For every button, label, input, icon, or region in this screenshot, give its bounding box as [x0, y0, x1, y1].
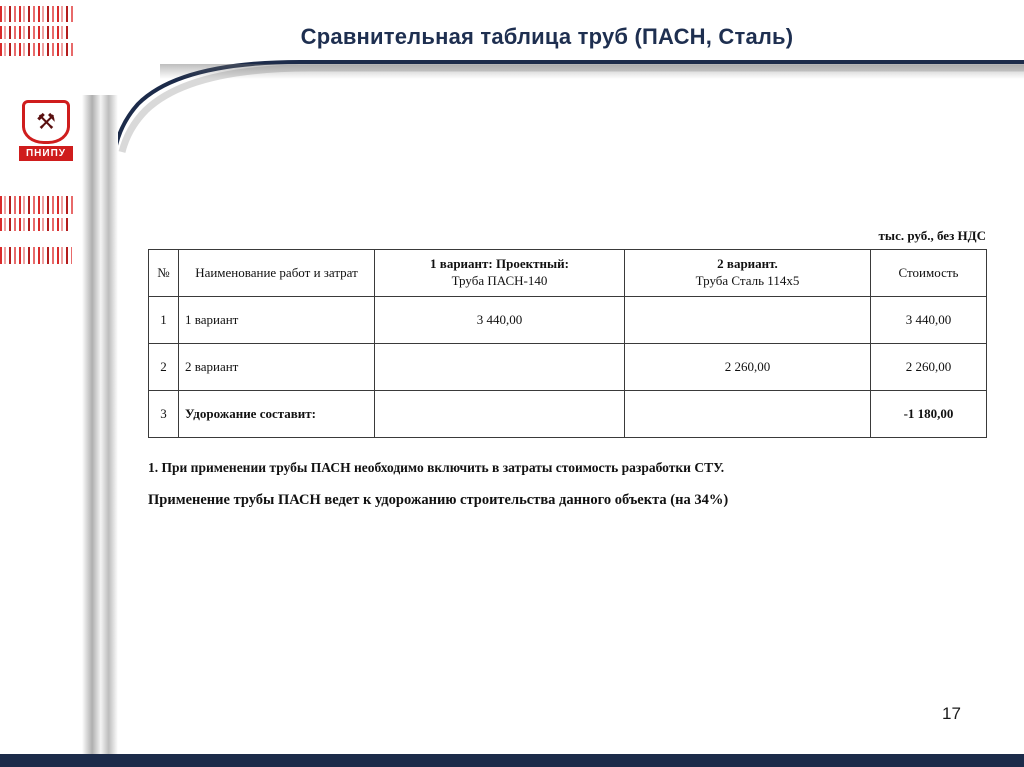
divider-shadow: [160, 64, 1024, 79]
page-number: 17: [942, 704, 961, 723]
header-variant2-line1: 2 вариант.: [717, 256, 778, 272]
table-row: [149, 297, 987, 344]
header-variant1-line2: Труба ПАСН-140: [451, 273, 548, 288]
cell-variant1: [375, 391, 625, 438]
cell-name: Удорожание составит:: [179, 391, 375, 438]
cell-variant2: [625, 297, 871, 344]
comparison-table: [148, 249, 987, 438]
cell-num: 1: [149, 297, 179, 344]
footnote-1: 1. При применении трубы ПАСН необходимо включить в затраты стоимость разработки СТУ.: [148, 460, 725, 475]
cell-variant2: [625, 391, 871, 438]
decor-stripes-left-3: [0, 247, 72, 264]
header-num: №: [149, 250, 179, 297]
cell-num: 3: [149, 391, 179, 438]
logo-text: ПНИПУ: [19, 146, 73, 161]
pnipu-logo: [18, 100, 74, 161]
hammer-icon: ⚒: [36, 109, 56, 134]
header-variant2: [625, 250, 871, 297]
header-variant1: [375, 250, 625, 297]
cell-num: 2: [149, 344, 179, 391]
swoosh-divider: [0, 0, 1024, 200]
header-variant2-line2: Труба Сталь 114х5: [695, 273, 800, 288]
left-gradient-band: [82, 95, 118, 754]
header-name: Наименование работ и затрат: [179, 250, 375, 297]
cell-variant1: [375, 344, 625, 391]
cell-name: 2 вариант: [179, 344, 375, 391]
units-label: тыс. руб., без НДС: [878, 228, 986, 243]
header-cost: Стоимость: [871, 250, 987, 297]
page-title: Сравнительная таблица труб (ПАСН, Сталь): [300, 24, 794, 49]
slide-content: [148, 228, 986, 509]
cell-cost: 3 440,00: [871, 297, 987, 344]
cell-name: 1 вариант: [179, 297, 375, 344]
table-row: [149, 391, 987, 438]
decor-stripes-left-2: [0, 218, 68, 231]
cell-variant2: 2 260,00: [625, 344, 871, 391]
cell-cost: -1 180,00: [871, 391, 987, 438]
cell-cost: 2 260,00: [871, 344, 987, 391]
conclusion-text: Применение трубы ПАСН ведет к удорожанию строительства данного объекта (на 34%): [148, 492, 729, 508]
cell-variant1: 3 440,00: [375, 297, 625, 344]
header-variant1-line1: 1 вариант: Проектный:: [430, 256, 569, 272]
table-row: [149, 344, 987, 391]
logo-shield-icon: [22, 100, 70, 144]
table-header-row: [149, 250, 987, 297]
bottom-bar: [0, 754, 1024, 767]
